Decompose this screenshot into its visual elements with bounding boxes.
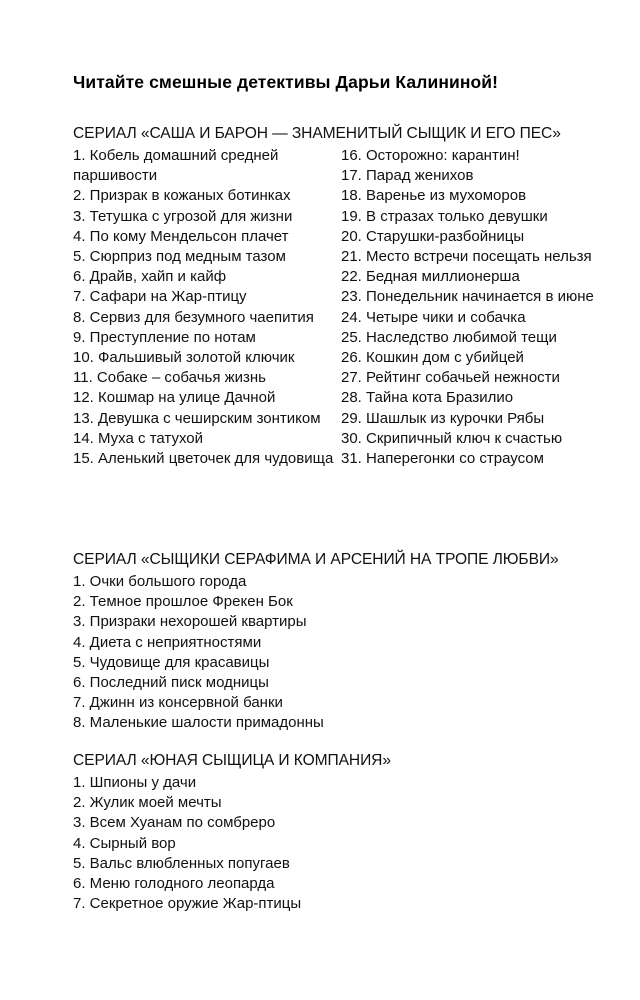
book-list — [73, 773, 603, 914]
book-list-item: 14. Муха с татухой — [73, 429, 203, 447]
book-list-item: 30. Скрипичный ключ к счастью — [341, 429, 563, 447]
series-serafima-and-arseniy — [73, 550, 603, 734]
series-heading: СЕРИАЛ «ЮНАЯ СЫЩИЦА И КОМПАНИЯ» — [73, 752, 391, 769]
book-list-left-column — [73, 146, 341, 469]
book-list-item: 8. Маленькие шалости примадонны — [73, 714, 324, 732]
page-title: Читайте смешные детективы Дарьи Калининой! — [73, 72, 499, 92]
book-list-item: 3. Призраки нехорошей квартиры — [73, 613, 307, 631]
book-list-item: 15. Аленький цветочек для чудовища — [73, 450, 334, 468]
book-list-item: 2. Призрак в кожаных ботинках — [73, 187, 291, 205]
series-heading: СЕРИАЛ «САША И БАРОН — ЗНАМЕНИТЫЙ СЫЩИК И ЕГО ПЕС» — [73, 125, 561, 142]
series-sasha-and-baron — [73, 124, 603, 469]
book-list-item: 16. Осторожно: карантин! — [341, 147, 520, 164]
book-list-item: 5. Сюрприз под медным тазом — [73, 248, 286, 266]
book-list-item: 4. Сырный вор — [73, 834, 176, 852]
book-list-item: 6. Меню голодного леопарда — [73, 875, 275, 893]
book-list-item: 7. Секретное оружие Жар-птицы — [73, 895, 302, 913]
book-list-item: 26. Кошкин дом с убийцей — [341, 349, 524, 367]
book-list-item: 17. Парад женихов — [341, 167, 474, 185]
book-list — [73, 572, 603, 734]
book-list-item: 19. В стразах только девушки — [341, 207, 548, 225]
book-list-item: 4. Диета с неприятностями — [73, 633, 262, 651]
two-column-list — [73, 146, 603, 469]
book-list-item: 27. Рейтинг собачьей нежности — [341, 369, 560, 387]
book-list-item: 18. Варенье из мухоморов — [341, 187, 527, 205]
book-list-item: 20. Старушки-разбойницы — [341, 227, 525, 245]
book-list-item: 2. Жулик моей мечты — [73, 794, 222, 812]
book-list-item: 4. По кому Мендельсон плачет — [73, 227, 289, 245]
book-list-item: 6. Последний писк модницы — [73, 674, 269, 692]
book-list-item: 24. Четыре чики и собачка — [341, 308, 526, 326]
book-list-item: 29. Шашлык из курочки Рябы — [341, 409, 545, 427]
book-list-item: 9. Преступление по нотам — [73, 328, 256, 346]
series-heading: СЕРИАЛ «СЫЩИКИ СЕРАФИМА И АРСЕНИЙ НА ТРОПЕ ЛЮБВИ» — [73, 551, 559, 568]
book-list-item: 10. Фальшивый золотой ключик — [73, 349, 295, 367]
book-list-right-column — [341, 146, 603, 469]
book-list-item: 31. Наперегонки со страусом — [341, 450, 544, 468]
book-list-item: 25. Наследство любимой тещи — [341, 328, 557, 346]
book-list-item: 11. Собаке – собачья жизнь — [73, 369, 267, 387]
book-list-item: 1. Очки большого города — [73, 573, 247, 590]
book-list-item: 28. Тайна кота Бразилио — [341, 389, 514, 407]
book-list-item: 2. Темное прошлое Фрекен Бок — [73, 593, 293, 611]
book-list-item: 7. Сафари на Жар-птицу — [73, 288, 247, 306]
book-list-item: 7. Джинн из консервной банки — [73, 694, 283, 712]
book-list-item: 1. Шпионы у дачи — [73, 774, 197, 791]
book-list-item: 6. Драйв, хайп и кайф — [73, 268, 227, 286]
book-list-item: 3. Тетушка с угрозой для жизни — [73, 207, 293, 225]
book-list-item: 12. Кошмар на улице Дачной — [73, 389, 276, 407]
book-list-item: 21. Место встречи посещать нельзя — [341, 248, 592, 266]
series-young-detective — [73, 751, 603, 914]
book-list-item: 5. Чудовище для красавицы — [73, 653, 270, 671]
book-list-item: 23. Понедельник начинается в июне — [341, 288, 594, 306]
book-list-item: 5. Вальс влюбленных попугаев — [73, 854, 290, 872]
book-list-item: 22. Бедная миллионерша — [341, 268, 520, 286]
book-list-item: 3. Всем Хуанам по сомбреро — [73, 814, 276, 832]
book-list-item: 8. Сервиз для безумного чаепития — [73, 308, 314, 326]
book-list-item: 1. Кобель домашний средней паршивости — [73, 147, 279, 185]
book-list-item: 13. Девушка с чеширским зонтиком — [73, 409, 321, 427]
